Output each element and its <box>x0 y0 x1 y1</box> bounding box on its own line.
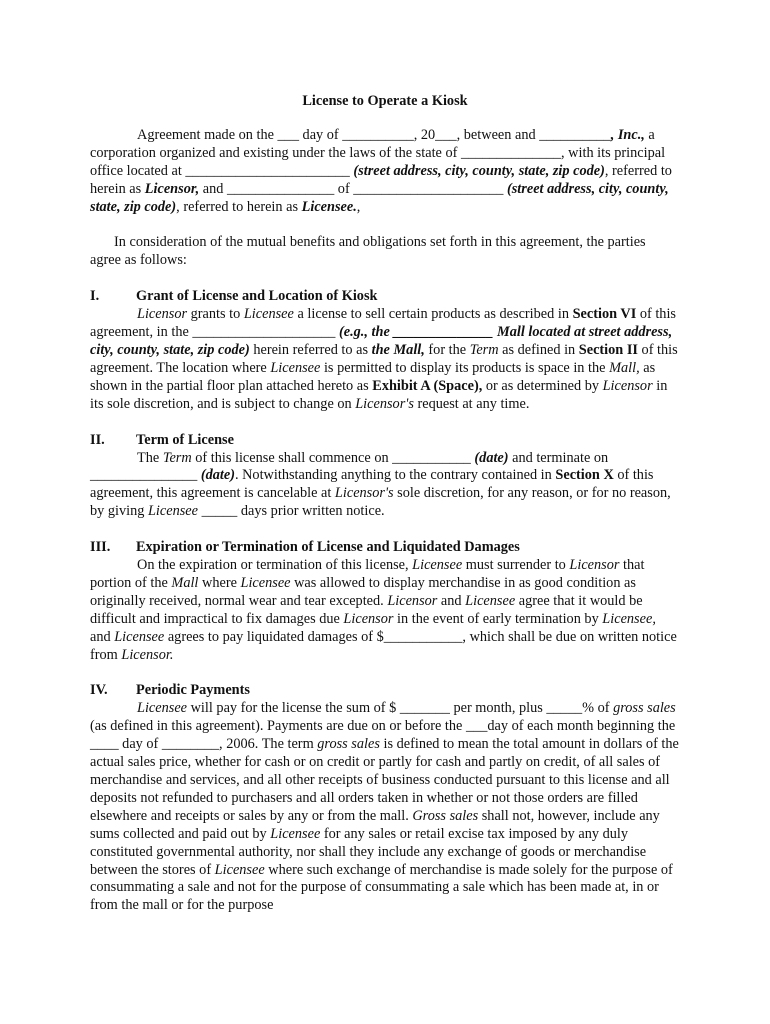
section-heading <box>90 539 680 557</box>
section-number: IV. <box>90 682 108 699</box>
text-run: for the <box>424 341 470 358</box>
italic-text-run: Licensee, <box>602 610 656 627</box>
bold-text-run: Section II <box>578 341 638 358</box>
consideration-paragraph: In consideration of the mutual benefits and obligations set forth in this agreement, the parties agree as follows: <box>90 234 646 269</box>
section-4 <box>90 682 680 915</box>
text-run: Agreement made on the ___ day of __________, 20___, between and __________ <box>137 126 611 143</box>
section-3 <box>90 539 680 664</box>
spacer <box>90 664 680 682</box>
text-run: where <box>198 574 241 591</box>
italic-text-run: Licensor's <box>334 485 394 502</box>
section-1 <box>90 288 680 413</box>
document-page <box>90 93 680 915</box>
text-run: . Notwithstanding anything to the contrary contained in <box>234 467 556 484</box>
italic-text-run: Licensee <box>465 592 516 609</box>
text-run: is permitted to display its products is space in the <box>320 359 610 376</box>
spacer <box>90 216 680 234</box>
text-run: where such exchange of merchandise is made solely for the purpose of consummating a sale and not for the purpose of consummating a sale which has been made at, in or from the mall or for the purpose <box>90 861 673 914</box>
section-body <box>90 306 680 413</box>
italic-text-run: gross sales <box>317 736 380 753</box>
text-run: for any sales or retail excise tax imposed by any duly constituted governmental authority, nor shall they include any exchange of goods or merchandise between the stores of <box>90 825 647 878</box>
document-title: License to Operate a Kiosk <box>302 93 468 109</box>
section-body <box>90 557 680 664</box>
bold-italic-text-run: Licensee. <box>301 198 357 215</box>
section-number: I. <box>90 288 100 305</box>
text-run: shall not, however, include any sums collected and paid out by <box>90 807 660 842</box>
bold-italic-text-run: (date) <box>200 467 235 484</box>
section-heading <box>90 288 680 306</box>
italic-text-run: Licensee <box>243 306 294 323</box>
italic-text-run: Licensor <box>137 306 188 323</box>
italic-text-run: Mall, <box>609 359 640 376</box>
text-run: of this agreement, in the ____________________ <box>90 306 676 341</box>
italic-text-run: Term <box>162 449 192 466</box>
text-run: herein referred to as <box>249 341 372 358</box>
bold-italic-text-run: , Inc., <box>610 126 645 143</box>
bold-text-run: Exhibit A (Space), <box>372 377 483 394</box>
text-run: was allowed to display merchandise in as good condition as originally received, normal wear and tear excepted. <box>90 574 636 609</box>
italic-text-run: Licensor <box>387 592 438 609</box>
text-run: _____ days prior written notice. <box>198 503 385 520</box>
text-run: is defined to mean the total amount in dollars of the actual sales price, whether for cash or on credit or partly for cash and partly on credit, of all sales of merchandise and services, and all other receipts of business conducted pursuant to this license and all deposits not refunded to purchasers and all orders taken in whether or not those orders are filled elsewhere and receipts or sales by any or from the mall. <box>90 736 679 824</box>
italic-text-run: Licensee <box>240 574 291 591</box>
text-run: or as determined by <box>482 377 603 394</box>
text-run: that portion of the <box>90 557 645 591</box>
text-run: sole discretion, for any reason, or for no reason, by giving <box>90 485 671 520</box>
text-run: grants to <box>187 306 244 323</box>
text-run: , referred to herein as <box>90 162 672 197</box>
italic-text-run: Licensee <box>147 503 199 520</box>
spacer <box>90 270 680 288</box>
text-run: in the event of early termination by <box>393 610 603 627</box>
text-run: agrees to pay liquidated damages of $___________, which shall be due on written notice from <box>90 628 677 663</box>
italic-text-run: Licensor. <box>121 646 174 663</box>
text-run: and <box>437 592 466 609</box>
text-run: , <box>356 198 361 215</box>
section-number: III. <box>90 539 111 556</box>
text-run: On the expiration or termination of this license, <box>137 557 413 574</box>
text-run: and _______________ of _____________________ <box>199 180 507 197</box>
section-title: Expiration or Termination of License and Liquidated Damages <box>136 539 520 556</box>
section-title: Periodic Payments <box>136 682 250 699</box>
bold-text-run: Section VI <box>572 306 637 323</box>
text-run: request at any time. <box>413 395 530 412</box>
section-body <box>90 450 680 522</box>
bold-italic-text-run: (date) <box>474 449 509 466</box>
text-run: of this agreement, this agreement is cancelable at <box>90 467 654 502</box>
bold-italic-text-run: (street address, city, county, state, zip code) <box>90 180 669 215</box>
italic-text-run: Licensor <box>343 610 394 627</box>
section-number: II. <box>90 431 105 448</box>
italic-text-run: Gross sales <box>412 807 479 824</box>
italic-text-run: gross sales <box>613 700 676 717</box>
spacer <box>90 521 680 539</box>
italic-text-run: Licensee <box>270 825 321 842</box>
text-run: as shown in the partial floor plan attached hereto as <box>90 359 656 394</box>
bold-italic-text-run: (e.g., the ______________ Mall located at street address, city, county, state, zip code) <box>90 324 673 358</box>
italic-text-run: Mall <box>171 574 199 591</box>
text-run: of this license shall commence on ___________ <box>191 449 475 466</box>
text-run: will pay for the license the sum of $ _______ per month, plus _____% of <box>187 700 614 717</box>
section-title: Grant of License and Location of Kiosk <box>136 288 378 305</box>
text-run: agree that it would be difficult and impractical to fix damages due <box>90 592 643 627</box>
italic-text-run: Licensee <box>270 359 321 376</box>
section-body <box>90 700 680 915</box>
text-run: and terminate on _______________ <box>90 449 609 484</box>
intro-paragraph <box>90 127 680 217</box>
italic-text-run: Licensee <box>114 628 165 645</box>
bold-italic-text-run: (street address, city, county, state, zip code) <box>353 162 605 179</box>
text-run: a corporation organized and existing under the laws of the state of ______________, with its principal office located at _______________________ <box>90 126 666 179</box>
section-heading <box>90 432 680 450</box>
text-run: and <box>90 628 115 645</box>
section-heading <box>90 682 680 700</box>
section-2 <box>90 432 680 522</box>
italic-text-run: Licensor's <box>355 395 414 412</box>
italic-text-run: Licensor <box>569 557 620 574</box>
text-run: , referred to herein as <box>176 198 302 215</box>
text-run: must surrender to <box>462 557 570 574</box>
italic-text-run: Licensee <box>137 700 188 717</box>
text-run: (as defined in this agreement). Payments are due on or before the ___day of each month beginning the ____ day of ________, 2006. The term <box>90 718 676 753</box>
italic-text-run: Term <box>469 341 499 358</box>
bold-text-run: Section X <box>555 467 614 484</box>
spacer <box>90 414 680 432</box>
text-run: of this agreement. The location where <box>90 341 678 376</box>
bold-italic-text-run: Licensor, <box>144 180 200 197</box>
section-title: Term of License <box>136 431 234 448</box>
bold-italic-text-run: the Mall, <box>371 341 425 358</box>
italic-text-run: Licensee <box>214 861 265 878</box>
italic-text-run: Licensee <box>412 557 463 574</box>
text-run: a license to sell certain products as described in <box>293 306 573 323</box>
text-run: in its sole discretion, and is subject to change on <box>90 377 668 412</box>
text-run: as defined in <box>498 341 579 358</box>
italic-text-run: Licensor <box>602 377 653 394</box>
text-run: The <box>137 449 163 466</box>
